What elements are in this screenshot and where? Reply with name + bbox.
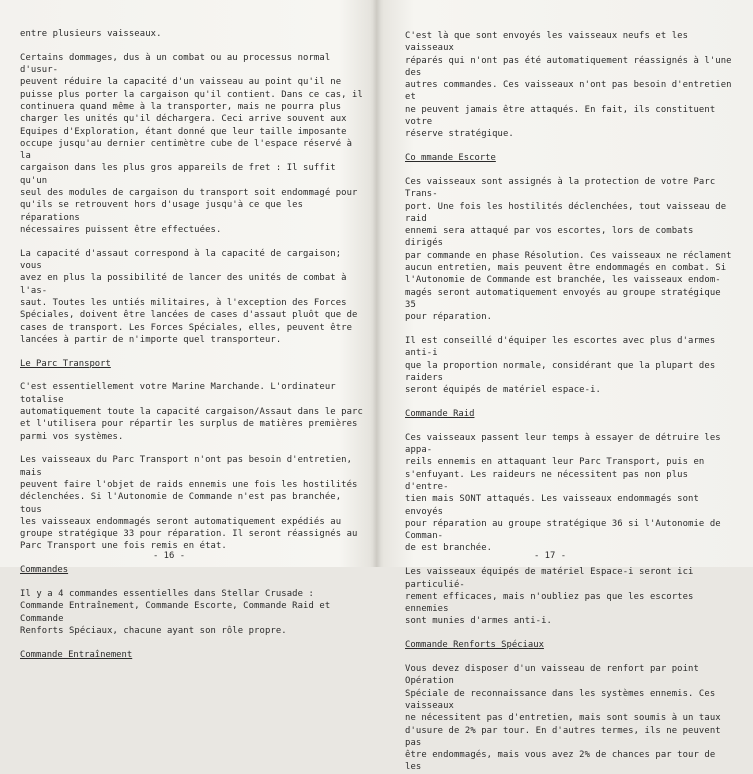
- paragraph: C'est là que sont envoyés les vaisseaux neufs et les vaisseaux réparés qui n'ont pas été automatiquement réassignés à l'une des autres commandes. Ces vaisseaux n'ont pas besoin d'entretien et ne peuvent jamais être attaqués. En fait, ils constituent votre réserve stratégique.: [405, 31, 732, 140]
- paragraph: Vous devez disposer d'un vaisseau de renfort par point Opération Spéciale de reconnaissance dans les systèmes ennemis. Ces vaisseaux ne nécessitent pas d'entretien, mais sont soumis à un taux d'usure de 2% par tour. En d'autres termes, ils ne peuvent pas être endommagés, mais vous avez 2% de chances par tour de les: [405, 664, 721, 773]
- page-number: - 17 -: [534, 551, 567, 561]
- section-heading-commandes: Commandes: [20, 565, 69, 576]
- section-heading-commande-escorte: Co mmande Escorte: [405, 153, 496, 164]
- right-page: [378, 0, 753, 773]
- section-heading-commande-entrainement: Commande Entraînement: [20, 649, 133, 660]
- section-heading-parc-transport: Le Parc Transport: [20, 358, 111, 369]
- section-heading-commande-raid: Commande Raid: [405, 409, 475, 420]
- paragraph: Les vaisseaux équipés de matériel Espace-i seront ici particulié- rement efficaces, mais n'oubliez pas que les escortes ennemies sont munies d'armes anti-i.: [405, 567, 694, 627]
- paragraph: Certains dommages, dus à un combat ou au processus normal d'usur- peuvent réduire la capacité d'un vaisseau au point qu'il ne puisse plus porter la cargaison qu'il contient. Dans ce cas, il continuera quand même à la transporter, mais ne pourra plus charger les unités qu'il déchargera. Ceci arrive souvent aux Equipes d'Exploration, étant donné que leur taille imposante occupe jusqu'au dernier centimètre cube de l'espace réservé à la cargaison dans les plus gros appareils de fret : Il suffit qu'un seul des modules de cargaison du transport soit endommagé pour qu'ils se retrouvent hors d'usage jusqu'à ce que les réparations nécessaires puissent être effectuées.: [20, 52, 363, 235]
- paragraph: La capacité d'assaut correspond à la capacité de cargaison; vous avez en plus la possibilité de lancer des unités de combat à l'as- saut. Toutes les untiés militaires, à l'exception des Forces Spéciales, doivent être lancées de cases d'assaut pluôt que de cases de transport. Les Forces Spéciales, elles, peuvent être lancées à partir de n'importe quel transporteur.: [20, 248, 358, 345]
- page-number: - 16 -: [153, 551, 186, 561]
- paragraph: Il est conseillé d'équiper les escortes avec plus d'armes anti-i que la proportion normale, considérant que la plupart des raiders seront équipés de matériel espace-i.: [405, 336, 716, 396]
- paragraph: Ces vaisseaux passent leur temps à essayer de détruire les appa- reils ennemis en attaquant leur Parc Transport, puis en s'enfuyant. Les raideurs ne nécessitent pas non plus d'entre- tien mais SONT attaqués. Les vaisseaux endommagés sont envoyés pour réparation au groupe stratégique 36 si l'Autonomie de Comman- de est branchée.: [405, 432, 721, 554]
- paragraph: C'est essentiellement votre Marine Marchande. L'ordinateur totalise automatiquement toute la capacité cargaison/Assaut dans le parc et l'utilisera pour répartir les surplus de matières premières parmi vos systèmes.: [20, 382, 363, 442]
- section-heading-commande-renforts-speciaux: Commande Renforts Spéciaux: [405, 640, 544, 651]
- paragraph: Il y a 4 commandes essentielles dans Stellar Crusade : Commande Entraînement, Commande Escorte, Commande Raid et Commande Renforts Spéciaux, chacune ayant son rôle propre.: [20, 589, 331, 636]
- left-page: [0, 0, 376, 660]
- paragraph: Les vaisseaux du Parc Transport n'ont pas besoin d'entretien, mais peuvent faire l'objet de raids ennemis une fois les hostilités déclenchées. Si l'Autonomie de Commande n'est pas branchée, tous les vaisseaux endommagés seront automatiquement expédiés au groupe stratégique 33 pour réparation. Il seront réassignés au Parc Transport une fois remis en état.: [20, 455, 358, 552]
- paragraph: entre plusieurs vaisseaux.: [20, 29, 162, 39]
- paragraph: Ces vaisseaux sont assignés à la protection de votre Parc Trans- port. Une fois les hostilités déclenchées, tout vaisseau de raid ennemi sera attaqué par vos escortes, lors de combats dirigés par commande en phase Résolution. Ces vaisseaux ne réclament aucun entretien, mais peuvent être endommagés en combat. Si l'Autonomie de Commande est branchée, les vaisseaux endom- magés seront automatiquement envoyés au groupe stratégique 35 pour réparation.: [405, 176, 732, 323]
